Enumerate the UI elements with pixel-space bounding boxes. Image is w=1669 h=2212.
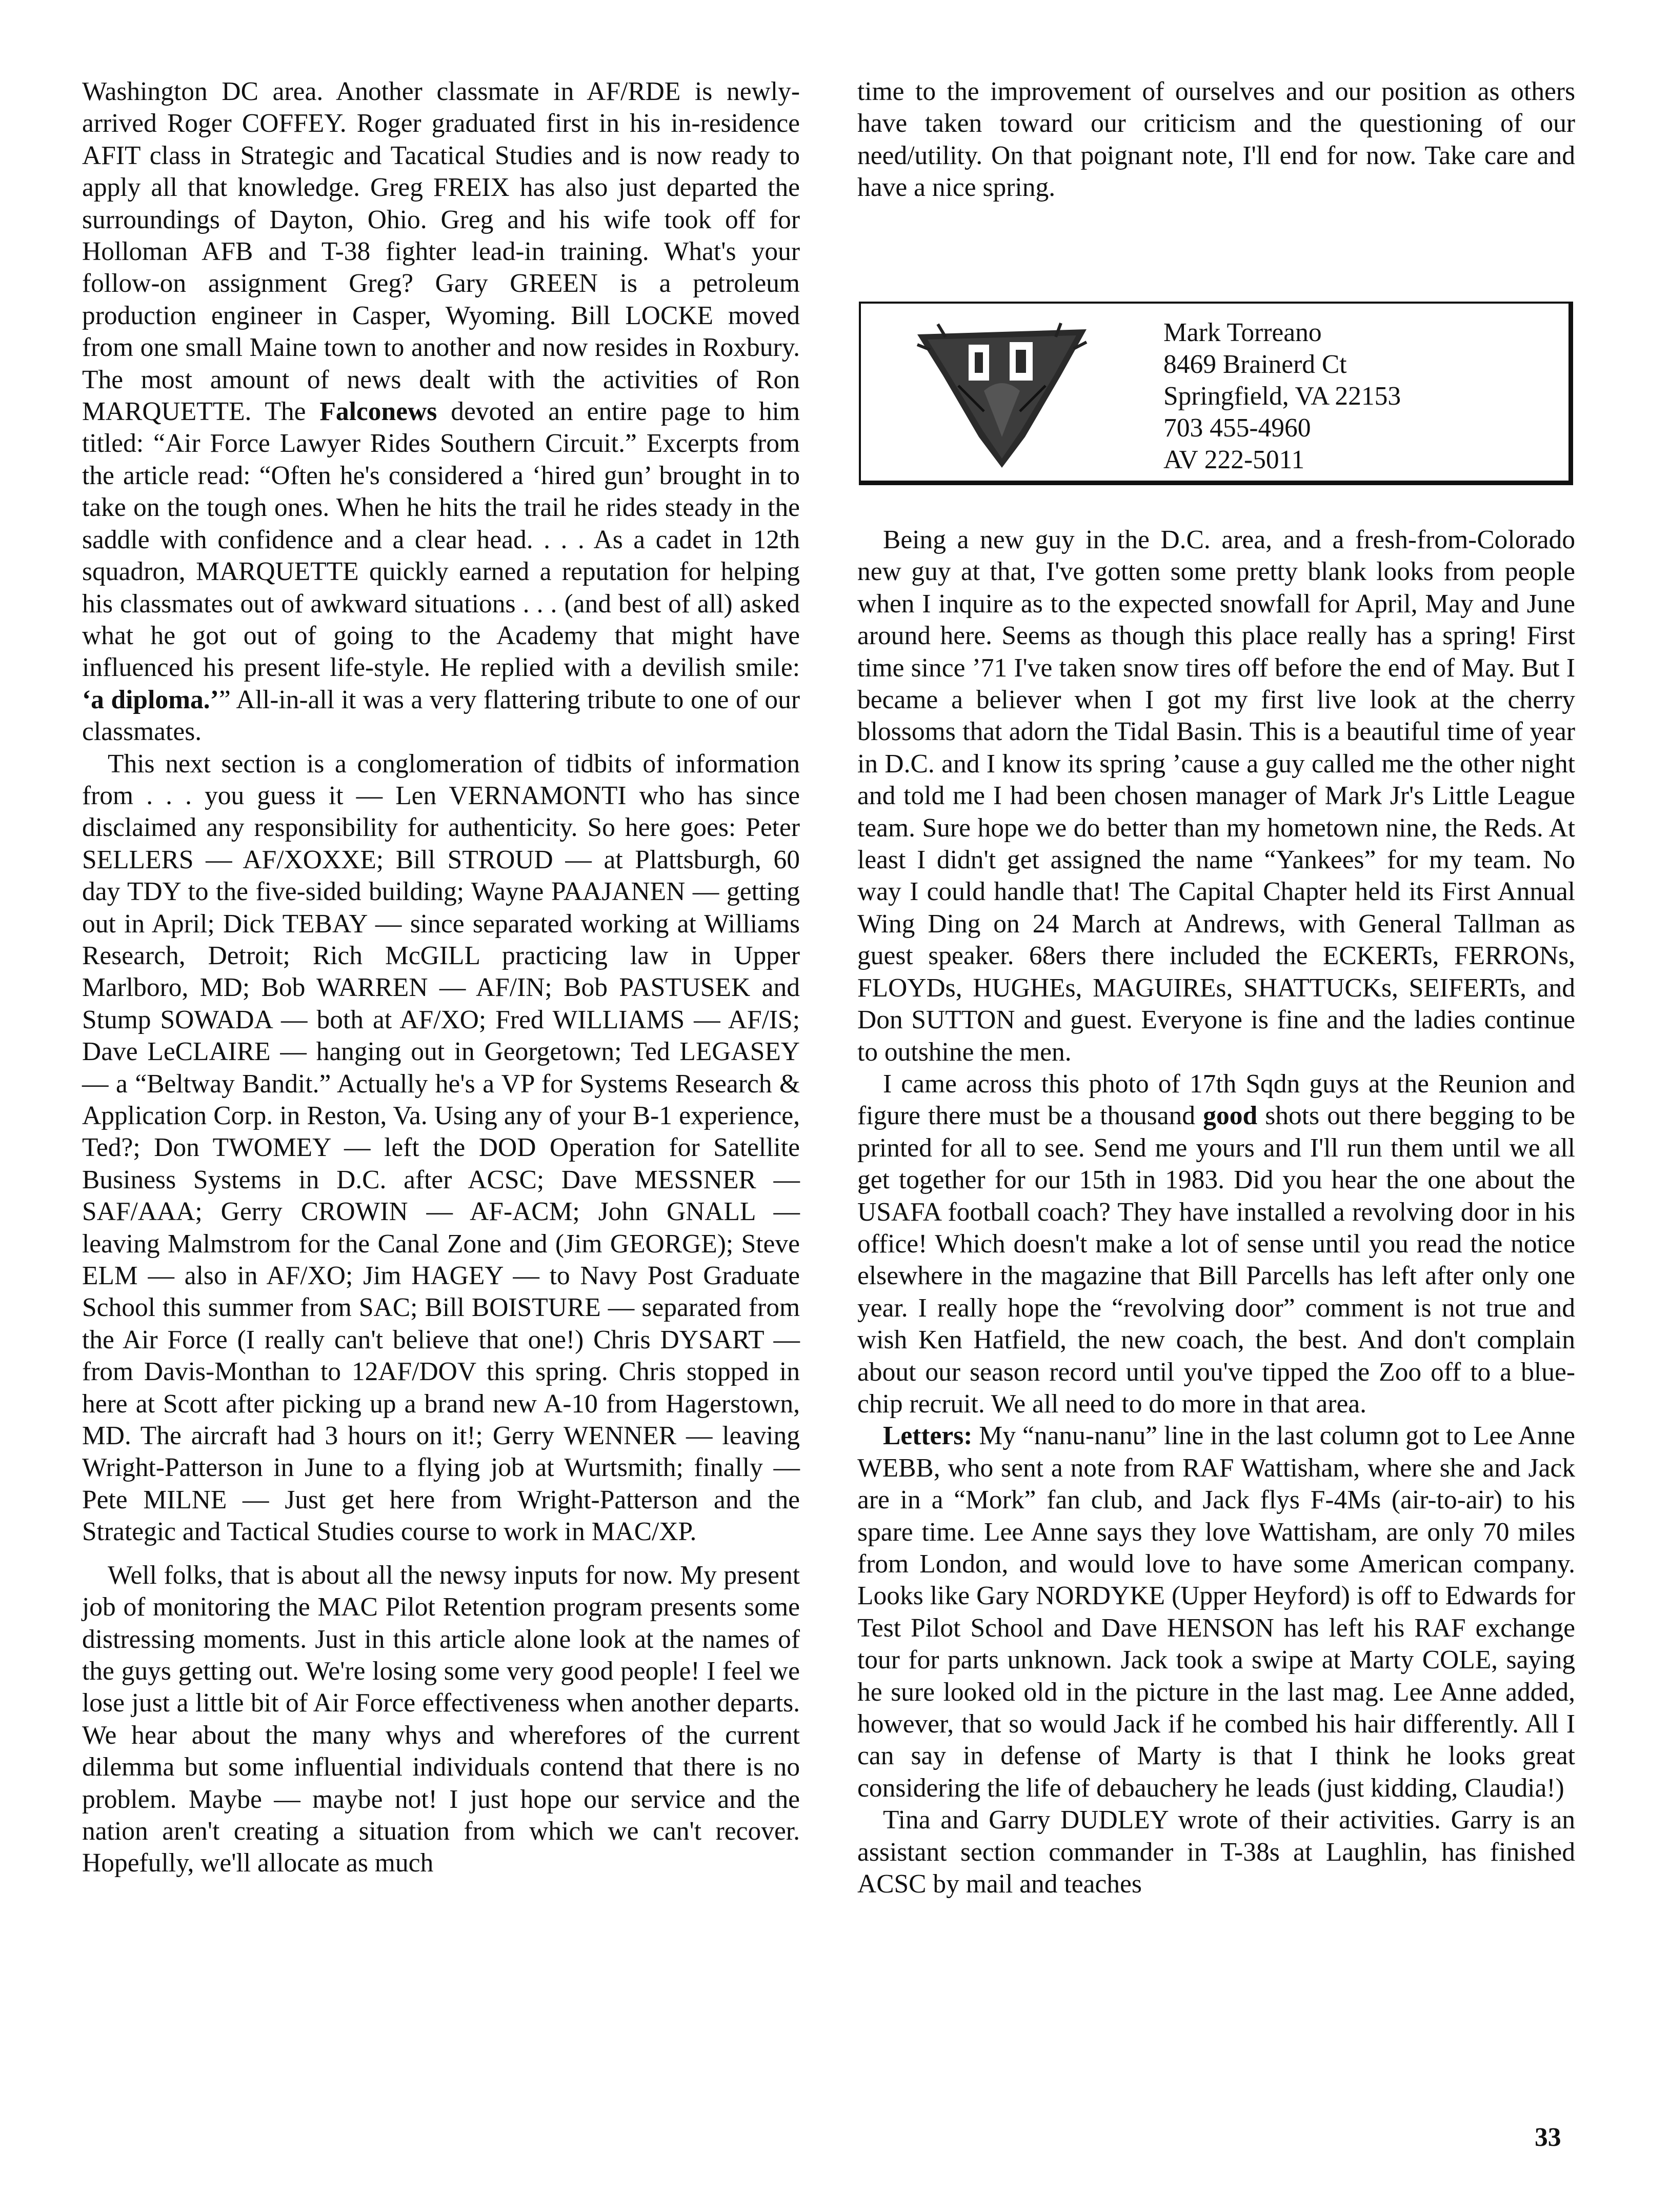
street-address: 8469 Brainerd Ct <box>1163 350 1347 379</box>
correspondent-address-box <box>859 302 1573 485</box>
left-column <box>82 76 800 1880</box>
address-block <box>1163 317 1401 476</box>
publication-name: Falconews <box>319 397 437 427</box>
paragraph: Washington DC area. Another classmate in AF/RDE is newly-arrived Roger COFFEY. Roger graduated first in his in-residence AFIT class in Strategic and Tacatical Studies and is now ready to apply all that knowledge. Greg FREIX has also just departed the surroundings of Dayton, Ohio. Greg and his wife took off for Holloman AFB and T-38 fighter lead-in training. What's your follow-on assignment Greg? Gary GREEN is a petroleum production engineer in Casper, Wyoming. Bill LOCKE moved from one small Maine town to another and now resides in Roxbury. The most amount of news dealt with the activities of Ron MARQUETTE. The Falconews devoted an entire page to him titled: “Air Force Lawyer Rides Southern Circuit.” Excerpts from the article read: “Often he's considered a ‘hired gun’ brought in to take on the tough ones. When he hits the trail he rides steady in the saddle with confidence and a clear head. . . . As a cadet in 12th squadron, MARQUETTE quickly earned a reputation for helping his classmates out of awkward situations . . . (and best of all) asked what he got out of going to the Academy that might have influenced his present life-style. He replied with a devilish smile: ‘a diploma.’” All-in-all it was a very flattering tribute to one of our classmates. <box>82 77 800 747</box>
section-label: Letters: <box>883 1421 973 1451</box>
paragraph: Letters: My “nanu-nanu” line in the last column got to Lee Anne WEBB, who sent a note from RAF Wattisham, where she and Jack are in a “Mork” fan club, and Jack flys F-4Ms (air-to-air) to his spare time. Lee Anne says they love Wattisham, are only 70 miles from London, and would love to have some American company. Looks like Gary NORDYKE (Upper Heyford) is off to Edwards for Test Pilot School and Dave HENSON has left his RAF exchange tour for parts unknown. Jack took a swipe at Marty COLE, saying he sure looked old in the picture in the last mag. Lee Anne added, however, that so would Jack if he combed his hair differently. All I can say in defense of Marty is that I think he looks great considering the life of debauchery he leads (just kidding, Claudia!) <box>857 1421 1575 1803</box>
autovon-number: AV 222-5011 <box>1163 445 1305 474</box>
paragraph: Well folks, that is about all the newsy inputs for now. My present job of monitoring the MAC Pilot Retention program presents some distressing moments. Just in this article alone look at the names of the guys getting out. We're losing some very good people! I feel we lose just a little bit of Air Force effectiveness when another departs. We hear about the many whys and wherefores of the current dilemma but some influential individuals contend that there is no problem. Maybe — maybe not! I just hope our service and the nation aren't creating a situation from which we can't recover. Hopefully, we'll allocate as much <box>82 1560 800 1878</box>
paragraph: Being a new guy in the D.C. area, and a fresh-from-Colorado new guy at that, I've gotten some pretty blank looks from people when I inquire as to the expected snowfall for April, May and June around here. Seems as though this place really has a spring! First time since ’71 I've taken snow tires off before the end of May. But I became a believer when I got my first live look at the cherry blossoms that adorn the Tidal Basin. This is a beautiful time of year in D.C. and I know its spring ’cause a guy called me the other night and told me I had been chosen manager of Mark Jr's Little League team. Sure hope we do better than my hometown nine, the Reds. At least I didn't get assigned the name “Yankees” for my team. No way I could handle that! The Capital Chapter held its First Annual Wing Ding on 24 March at Andrews, with General Tallman as guest speaker. 68ers there included the ECKERTs, FERRONs, FLOYDs, HUGHEs, MAGUIREs, SHATTUCKs, SEIFERTs, and Don SUTTON and guest. Everyone is fine and the ladies continue to outshine the men. <box>857 525 1575 1067</box>
phone-number: 703 455-4960 <box>1163 413 1311 443</box>
emphasis-word: good <box>1203 1101 1258 1131</box>
right-column-continued <box>857 524 1575 1900</box>
correspondent-name: Mark Torreano <box>1163 318 1322 347</box>
emphasis-quote: ‘a diploma.’ <box>82 685 219 714</box>
paragraph: I came across this photo of 17th Sqdn guys at the Reunion and figure there must be a thousand good shots out there begging to be printed for all to see. Send me yours and I'll run them until we all get together for our 15th in 1983. Did you hear the one about the USAFA football coach? They have installed a revolving door in his office! Which doesn't make a lot of sense until you read the notice elsewhere in the magazine that Bill Parcells has left after only one year. I really hope the “revolving door” comment is not true and wish Ken Hatfield, the new coach, the best. And don't complain about our season record until you've tipped the Zoo off to a blue-chip recruit. We all need to do more in that area. <box>857 1069 1576 1419</box>
city-state-zip: Springfield, VA 22153 <box>1163 382 1401 411</box>
paragraph: time to the improvement of ourselves and our position as others have taken toward our criticism and the questioning of our need/utility. On that poignant note, I'll end for now. Take care and have a nice spring. <box>857 77 1575 203</box>
paragraph: This next section is a conglomeration of tidbits of information from . . . you guess it — Len VERNAMONTI who has since disclaimed any responsibility for authenticity. So here goes: Peter SELLERS — AF/XOXXE; Bill STROUD — at Plattsburgh, 60 day TDY to the five-sided building; Wayne PAAJANEN — getting out in April; Dick TEBAY — since separated working at Williams Research, Detroit; Rich McGILL practicing law in Upper Marlboro, MD; Bob WARREN — AF/IN; Bob PASTUSEK and Stump SOWADA — both at AF/XO; Fred WILLIAMS — AF/IS; Dave LeCLAIRE — hanging out in Georgetown; Ted LEGASEY — a “Beltway Bandit.” Actually he's a VP for Systems Research & Application Corp. in Reston, Va. Using any of your B-1 experience, Ted?; Don TWOMEY — left the DOD Operation for Satellite Business Systems in D.C. after ACSC; Dave MESSNER — SAF/AAA; Gerry CROWIN — AF-ACM; John GNALL — leaving Malmstrom for the Canal Zone and (Jim GEORGE); Steve ELM — also in AF/XO; Jim HAGEY — to Navy Post Graduate School this summer from SAC; Bill BOISTURE — separated from the Air Force (I really can't believe that one!) Chris DYSART — from Davis-Monthan to 12AF/DOV this spring. Chris stopped in here at Scott after picking up a brand new A-10 from Hagerstown, MD. The aircraft had 3 hours on it!; Gerry WENNER — leaving Wright-Patterson in June to a flying job at Wurtsmith; finally — Pete MILNE — Just get here from Wright-Patterson and the Strategic and Tactical Studies course to work in MAC/XP. <box>82 749 800 1547</box>
class-crest-icon <box>907 314 1097 473</box>
right-column <box>857 76 1575 204</box>
page-number: 33 <box>1535 2123 1561 2152</box>
paragraph: Tina and Garry DUDLEY wrote of their activities. Garry is an assistant section commander in T-38s at Laughlin, has finished ACSC by mail and teaches <box>857 1805 1575 1899</box>
